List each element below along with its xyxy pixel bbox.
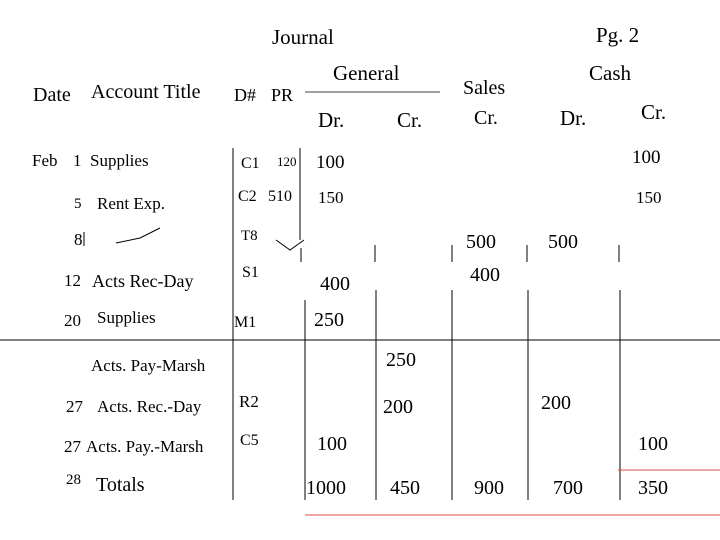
entry-doc: S1 [242, 264, 259, 281]
entry-doc: M1 [234, 314, 257, 331]
column-header-general: General [333, 61, 400, 85]
entry-day: 1 [73, 151, 82, 170]
entry-day: 27 [66, 397, 83, 416]
entry-account: Supplies [90, 151, 149, 170]
entry-account: Supplies [97, 308, 156, 327]
check-mark-icon [276, 240, 304, 250]
entry-post-ref: 120 [277, 154, 297, 169]
entry-cash-dr: 500 [548, 231, 578, 253]
column-header-post-ref: PR [271, 85, 294, 105]
column-header-general-cr: Cr. [397, 108, 423, 132]
entry-cash-dr: 200 [541, 392, 571, 414]
entry-day: 5 [74, 196, 82, 212]
column-header-cash: Cash [589, 61, 631, 85]
check-mark-icon [116, 228, 160, 243]
entry-doc: C5 [240, 432, 259, 449]
page-number: Pg. 2 [596, 23, 640, 47]
column-header-account-title: Account Title [91, 81, 201, 103]
entry-day: 20 [64, 311, 81, 330]
entry-sales-cr: 400 [470, 264, 500, 286]
totals-cash-cr: 350 [638, 477, 668, 499]
entry-day: 8 [74, 230, 83, 249]
column-header-general-dr: Dr. [318, 108, 345, 132]
entry-general-dr: 150 [318, 188, 344, 207]
entry-general-cr: 250 [386, 349, 416, 371]
entry-general-cr: 200 [383, 396, 413, 418]
entry-post-ref: 510 [268, 188, 292, 205]
totals-general-dr: 1000 [306, 477, 346, 499]
column-header-date: Date [33, 84, 71, 106]
column-header-cash-dr: Dr. [560, 106, 587, 130]
entry-account: Acts Rec-Day [92, 271, 194, 291]
column-header-doc-no: D# [234, 85, 256, 105]
column-header-sales: Sales [463, 77, 506, 99]
entry-doc: R2 [239, 392, 259, 411]
column-header-cash-cr: Cr. [641, 100, 667, 124]
entry-account: Acts. Pay-Marsh [91, 356, 206, 375]
entry-doc: C2 [238, 188, 257, 205]
entry-general-dr: 250 [314, 309, 344, 331]
entry-month: Feb [32, 151, 58, 170]
entry-doc: T8 [241, 228, 258, 244]
entry-cash-cr: 100 [632, 147, 661, 168]
entry-sales-cr: 500 [466, 231, 496, 253]
entry-general-dr: 100 [317, 433, 347, 455]
entry-general-dr: 400 [320, 273, 350, 295]
journal-title: Journal [272, 25, 334, 49]
entry-account: Rent Exp. [97, 194, 165, 213]
entry-day: 12 [64, 271, 81, 290]
entry-general-dr: 100 [316, 152, 345, 173]
entry-account: Acts. Rec.-Day [97, 397, 202, 416]
totals-cash-dr: 700 [553, 477, 583, 499]
totals-sales-cr: 900 [474, 477, 504, 499]
entry-cash-cr: 150 [636, 188, 662, 207]
entry-account: Acts. Pay.-Marsh [86, 437, 204, 456]
totals-day: 28 [66, 472, 81, 488]
entry-day: 27 [64, 437, 81, 456]
totals-label: Totals [96, 474, 145, 496]
entry-cash-cr: 100 [638, 433, 668, 455]
entry-doc: C1 [241, 155, 260, 172]
totals-general-cr: 450 [390, 477, 420, 499]
column-header-sales-cr: Cr. [474, 107, 498, 129]
